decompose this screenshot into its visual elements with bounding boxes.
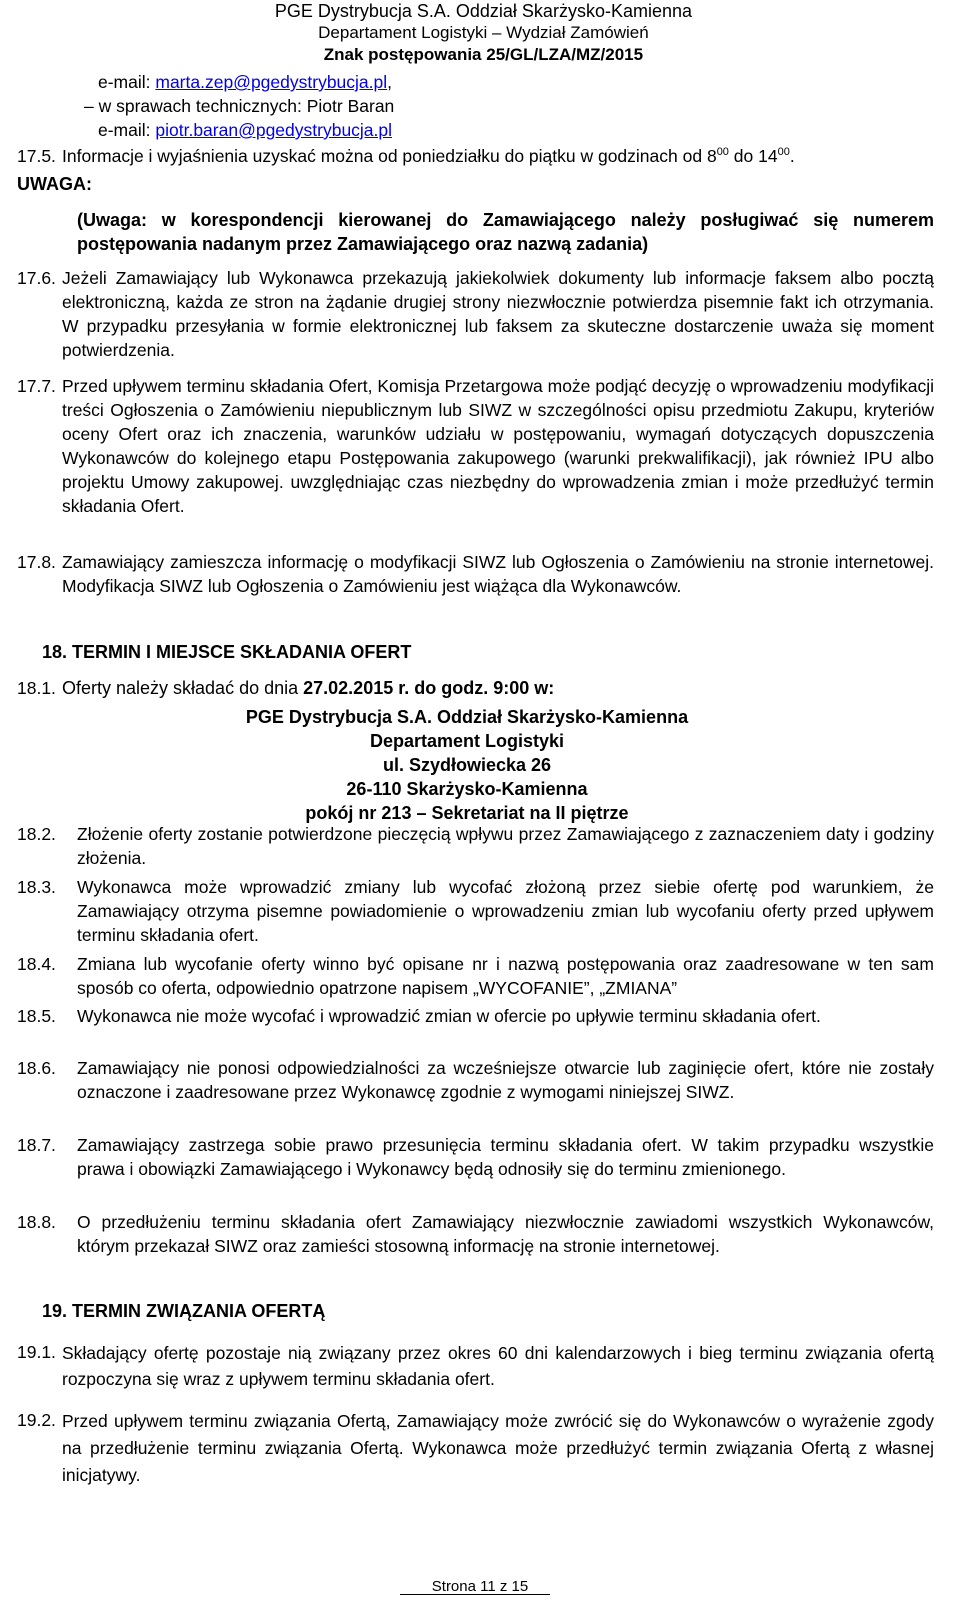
- paragraph-18-8: 18.8. O przedłużeniu terminu składania ofert Zamawiający niezwłocznie zawiadomi wszystkich Wykonawców, którym przekazał SIWZ oraz zamieści stosowną informację na stronie internetowej.: [17, 1212, 934, 1256]
- paragraph-19-1: 19.1. Składający ofertę pozostaje nią związany przez okres 60 dni kalendarzowych i bieg terminu związania ofertą rozpoczyna się wraz z upływem terminu składania ofert.: [17, 1342, 934, 1389]
- paragraph-18-7: 18.7. Zamawiający zastrzega sobie prawo przesunięcia terminu składania ofert. W takim przypadku wszystkie prawa i obowiązki Zamawiającego i Wykonawcy będą odnosiły się do terminu zmienionego.: [17, 1135, 934, 1179]
- paragraph-19-2: 19.2. Przed upływem terminu związania Ofertą, Zamawiający może zwrócić się do Wykonawców o wyrażenie zgody na przedłużenie terminu związania Ofertą. Wykonawca może przedłużyć termin związania Ofertą z własnej inicjatywy.: [17, 1410, 934, 1485]
- uwaga-note: (Uwaga: w korespondencji kierowanej do Zamawiającego należy posługiwać się numerem postępowania nadanym przez Zamawiającego oraz nazwą zadania): [77, 210, 934, 254]
- section-19-heading: 19. TERMIN ZWIĄZANIA OFERTĄ: [42, 1301, 326, 1321]
- address-street: ul. Szydłowiecka 26: [382, 755, 552, 775]
- contact-email-2: e-mail: piotr.baran@pgedystrybucja.pl: [98, 120, 393, 140]
- paragraph-17-7: 17.7. Przed upływem terminu składania Ofert, Komisja Przetargowa może podjąć decyzję o wprowadzeniu modyfikacji treści Ogłoszenia o Zamówieniu niepublicznym lub SIWZ w szczególności opisu przedmiotu Zakupu, kryteriów oceny Ofert oraz ich znaczenia, warunków udziału w postępowaniu, wymagań dotyczących dopuszczenia Wykonawców do kolejnego etapu Postępowania zakupowego (warunki prekwalifikacji), jak również IPU albo projektu Umowy zakupowej. uwzględniając czas niezbędny do wprowadzenia zmian i może przedłużyć termin składania Ofert.: [17, 376, 934, 516]
- page-header: [275, 0, 692, 66]
- paragraph-18-3: 18.3. Wykonawca może wprowadzić zmiany lub wycofać złożoną przez siebie ofertę pod warunkiem, że Zamawiający otrzyma pisemne powiadomienie o wprowadzeniu zmian lub wycofaniu oferty przed upływem terminu składania ofert.: [17, 877, 934, 945]
- email-link-1[interactable]: marta.zep@pgedystrybucja.pl: [155, 72, 388, 92]
- contact-email-1: e-mail: marta.zep@pgedystrybucja.pl,: [98, 72, 393, 92]
- paragraph-18-5: 18.5. Wykonawca nie może wycofać i wprowadzić zmian w ofercie po upływie terminu składania ofert.: [17, 1006, 821, 1026]
- header-reference: Znak postępowania 25/GL/LZA/MZ/2015: [323, 45, 644, 64]
- address-block: [0, 705, 934, 825]
- header-department: Departament Logistyki – Wydział Zamówień: [318, 23, 649, 42]
- contact-block: [84, 70, 395, 142]
- contact-technical: – w sprawach technicznych: Piotr Baran: [84, 96, 395, 116]
- page-number: Strona 11 z 15: [431, 1578, 529, 1595]
- address-city: 26-110 Skarżysko-Kamienna: [346, 779, 588, 799]
- paragraph-18-4: 18.4. Zmiana lub wycofanie oferty winno być opisane nr i nazwą postępowania oraz zaadresowane w ten sam sposób co oferta, odpowiednio opatrzone napisem „WYCOFANIE”, „ZMIANA”: [17, 954, 934, 998]
- uwaga-label: UWAGA:: [17, 174, 92, 194]
- address-room: pokój nr 213 – Sekretariat na II piętrze: [305, 803, 629, 823]
- paragraph-17-6: 17.6. Jeżeli Zamawiający lub Wykonawca przekazują jakiekolwiek dokumenty lub informacje faksem albo pocztą elektroniczną, każda ze stron na żądanie drugiej strony niezwłocznie potwierdza pisemnie fakt ich otrzymania. W przypadku przesyłania w formie elektronicznej lub faksem za skuteczne dostarczenie uważa się moment potwierdzenia.: [17, 268, 934, 360]
- paragraph-17-8: 17.8. Zamawiający zamieszcza informację o modyfikacji SIWZ lub Ogłoszenia o Zamówieniu na stronie internetowej. Modyfikacja SIWZ lub Ogłoszenia o Zamówieniu jest wiążąca dla Wykonawców.: [17, 552, 934, 596]
- address-department: Departament Logistyki: [369, 731, 565, 751]
- paragraph-18-2: 18.2. Złożenie oferty zostanie potwierdzone pieczęcią wpływu przez Zamawiającego z zaznaczeniem daty i godziny złożenia.: [17, 824, 934, 868]
- address-company: PGE Dystrybucja S.A. Oddział Skarżysko-Kamienna: [245, 707, 689, 727]
- paragraph-17-5: 17.5. Informacje i wyjaśnienia uzyskać można od poniedziałku do piątku w godzinach od $8^{00}$ do $14^{00}$.: [17, 146, 795, 166]
- paragraph-18-6: 18.6. Zamawiający nie ponosi odpowiedzialności za wcześniejsze otwarcie lub zaginięcie ofert, które nie zostały oznaczone i zaadresowane przez Wykonawcę zgodnie z wymogami niniejszej SIWZ.: [17, 1058, 934, 1102]
- paragraph-18-1: 18.1. Oferty należy składać do dnia 27.02.2015 r. do godz. 9:00 w:: [17, 678, 555, 698]
- section-18-heading: 18. TERMIN I MIEJSCE SKŁADANIA OFERT: [42, 642, 412, 662]
- email-link-2[interactable]: piotr.baran@pgedystrybucja.pl: [155, 120, 393, 140]
- header-company: PGE Dystrybucja S.A. Oddział Skarżysko-Kamienna: [274, 1, 692, 21]
